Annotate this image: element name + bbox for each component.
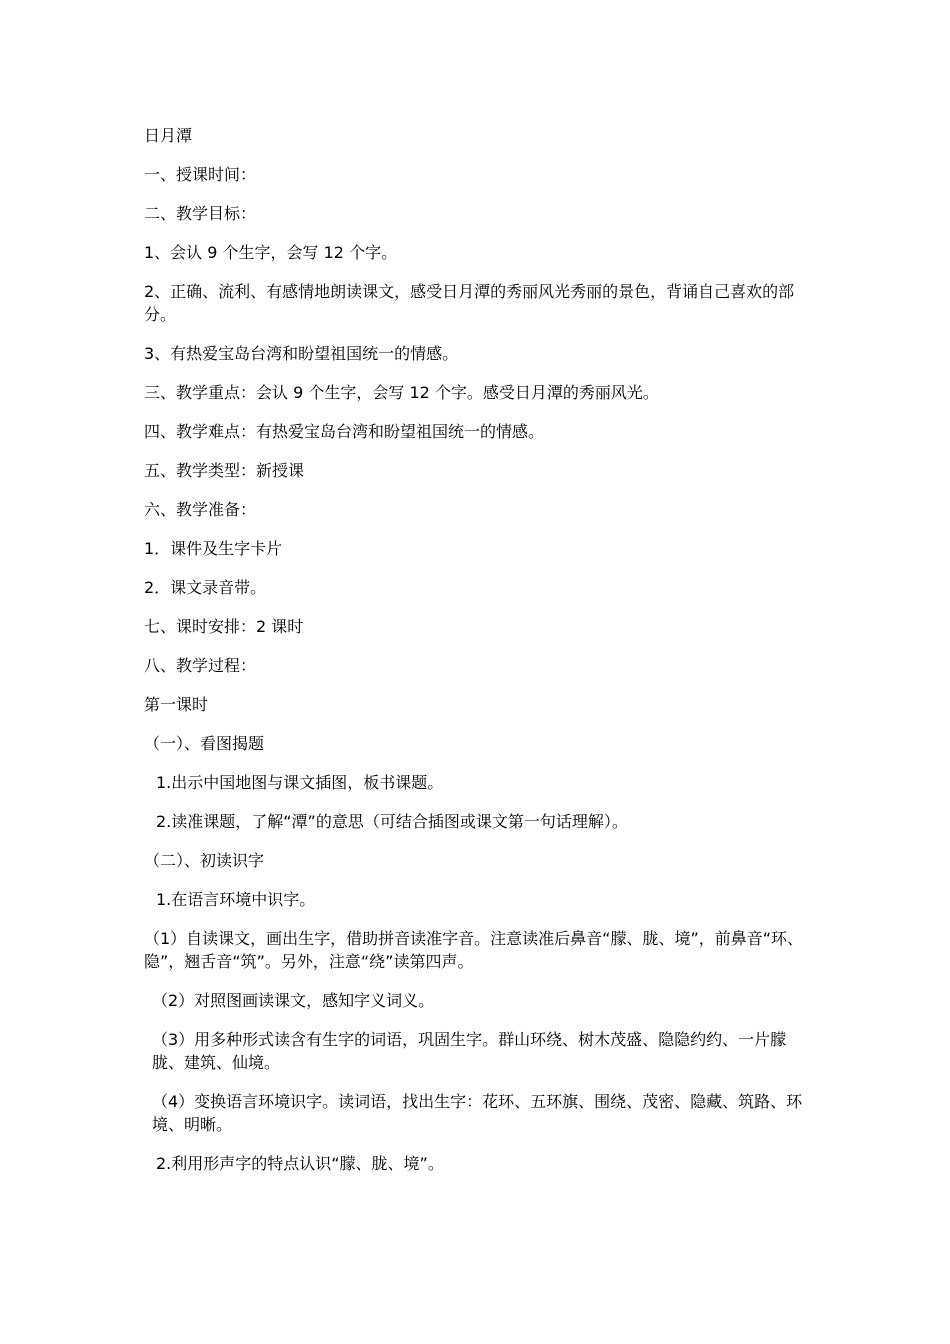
step-two-sub-2: （2）对照图画读课文，感知字义词义。 bbox=[152, 991, 435, 1010]
section-process: 八、教学过程： bbox=[144, 656, 257, 675]
preparation-item-1: 1．课件及生字卡片 bbox=[144, 539, 283, 558]
section-teaching-time: 一、授课时间： bbox=[144, 165, 257, 184]
step-two-sub-4: （4）变换语言环境识字。读词语，找出生字：花环、五环旗、围绕、茂密、隐藏、筑路、环境、明晰。 bbox=[152, 1092, 803, 1134]
goal-item-2: 2、正确、流利、有感情地朗读课文，感受日月潭的秀丽风光秀丽的景色，背诵自己喜欢的部分。 bbox=[144, 282, 795, 324]
step-one-item-2: 2.读准课题，了解“潭”的意思（可结合插图或课文第一句话理解）。 bbox=[156, 812, 628, 831]
document-page bbox=[144, 124, 808, 1191]
document-title: 日月潭 bbox=[144, 126, 193, 145]
step-one-heading: （一）、看图揭题 bbox=[144, 734, 265, 753]
step-two-sub-1: （1）自读课文，画出生字，借助拼音读准字音。注意读准后鼻音“朦、胧、境”，前鼻音“环、隐”，翘舌音“筑”。另外，注意“绕”读第四声。 bbox=[144, 929, 804, 971]
step-two-sub-3: （3）用多种形式读含有生字的词语，巩固生字。群山环绕、树木茂盛、隐隐约约、一片朦胧、建筑、仙境。 bbox=[152, 1030, 787, 1072]
step-two-heading: （二）、初读识字 bbox=[144, 851, 265, 870]
goal-item-1: 1、会认 9 个生字，会写 12 个字。 bbox=[144, 243, 398, 262]
step-one-item-1: 1.出示中国地图与课文插图，板书课题。 bbox=[156, 773, 444, 792]
preparation-item-2: 2．课文录音带。 bbox=[144, 578, 267, 597]
section-difficulties: 四、教学难点：有热爱宝岛台湾和盼望祖国统一的情感。 bbox=[144, 422, 545, 441]
section-lesson-type: 五、教学类型：新授课 bbox=[144, 461, 305, 480]
section-preparation: 六、教学准备： bbox=[144, 500, 257, 519]
lesson-one-heading: 第一课时 bbox=[144, 695, 209, 714]
step-two-item-1: 1.在语言环境中识字。 bbox=[156, 890, 316, 909]
section-schedule: 七、课时安排：2 课时 bbox=[144, 617, 304, 636]
section-key-points: 三、教学重点：会认 9 个生字，会写 12 个字。感受日月潭的秀丽风光。 bbox=[144, 383, 659, 402]
step-two-item-2: 2.利用形声字的特点认识“朦、胧、境”。 bbox=[156, 1154, 444, 1173]
goal-item-3: 3、有热爱宝岛台湾和盼望祖国统一的情感。 bbox=[144, 344, 459, 363]
section-teaching-goals: 二、教学目标： bbox=[144, 204, 257, 223]
